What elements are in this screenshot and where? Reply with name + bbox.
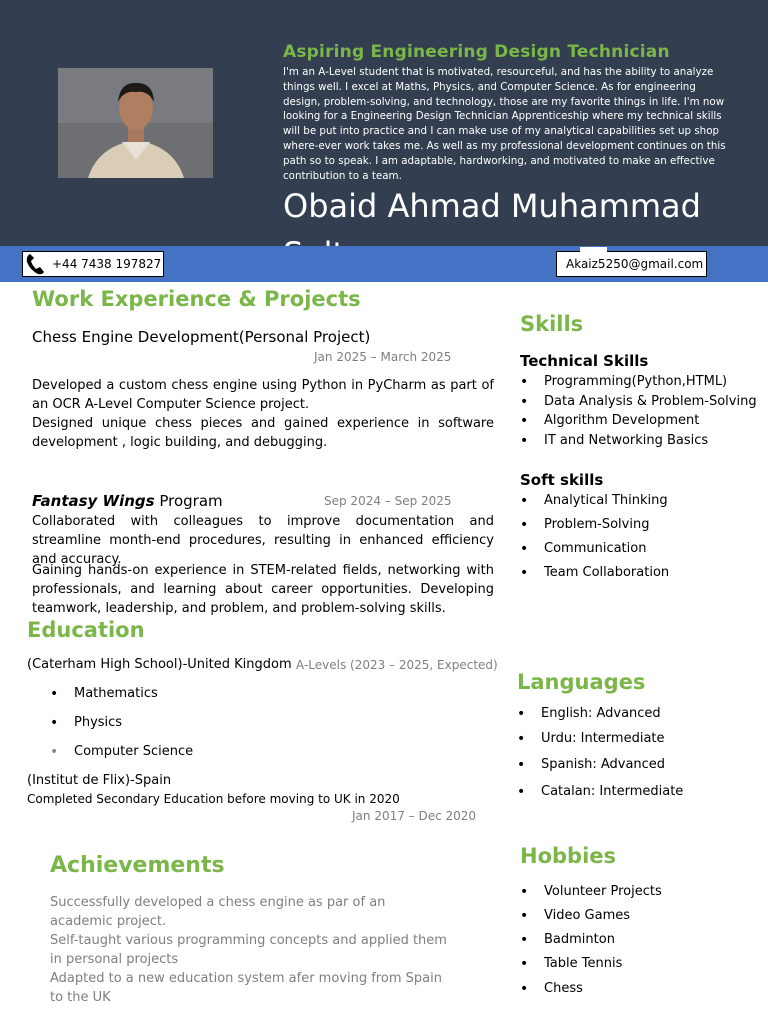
- phone-icon: [24, 252, 46, 276]
- hobby-item: • Video Games: [520, 908, 765, 932]
- subject-item: • Mathematics: [50, 686, 350, 715]
- hobby-item: • Chess: [520, 981, 765, 1005]
- languages-list: [517, 706, 762, 808]
- school-2-dates: Jan 2017 – Dec 2020: [352, 809, 477, 823]
- school-2-name: (Institut de Flix)-Spain: [27, 773, 172, 788]
- school-1-dates: A-Levels (2023 – 2025, Expected): [296, 658, 498, 672]
- subject-item: • Computer Science: [50, 744, 350, 773]
- soft-skill-item: • Problem-Solving: [520, 517, 765, 541]
- skills-section-title: Skills: [520, 312, 584, 336]
- fantasy-wings-title-rest: Program: [154, 492, 223, 510]
- technical-skills-list: [520, 374, 765, 452]
- education-section-title: Education: [27, 618, 145, 642]
- language-item: • Urdu: Intermediate: [517, 731, 762, 758]
- resume-header: [0, 0, 768, 246]
- role-title: Aspiring Engineering Design Technician: [283, 42, 670, 62]
- hobbies-section-title: Hobbies: [520, 844, 617, 868]
- fantasy-wings-title-italic: Fantasy Wings: [32, 492, 155, 510]
- hobby-item: • Table Tennis: [520, 956, 765, 981]
- work-section-title: Work Experience & Projects: [32, 287, 361, 311]
- profile-photo: [58, 68, 213, 178]
- achievements-section-title: Achievements: [50, 853, 225, 878]
- soft-skill-item: • Team Collaboration: [520, 565, 765, 589]
- phone-number[interactable]: +44 7438 197827: [52, 257, 162, 271]
- hobbies-list: [520, 884, 765, 1005]
- school-2-note: Completed Secondary Education before moving to UK in 2020: [27, 792, 400, 806]
- email-icon: [580, 247, 607, 252]
- hobby-item: • Badminton: [520, 932, 765, 956]
- achievements-list: [50, 893, 450, 1007]
- soft-skills-title: Soft skills: [520, 471, 604, 489]
- soft-skills-list: [520, 493, 765, 589]
- profile-summary: I'm an A-Level student that is motivated, resourceful, and has the ability to analyze things well. I excel at Maths, Physics, and Computer Science. As for engineering design, problem-solving, and technology, those are my favorite things in life. I'm now looking for a Engineering Design Technician Apprenticeship where my technical skills will be put into practice and I can make use of my analytical capabilities set up shop where-ever work takes me. As well as my professional development continues on this path so to speak. I am adaptable, hardworking, and motivated to make an effective contribution to a team.: [283, 66, 726, 182]
- technical-skill-item: • IT and Networking Basics: [520, 433, 765, 453]
- technical-skills-title: Technical Skills: [520, 352, 649, 370]
- languages-section-title: Languages: [517, 670, 646, 694]
- language-item: • English: Advanced: [517, 706, 762, 731]
- language-item: • Spanish: Advanced: [517, 757, 762, 784]
- language-item: • Catalan: Intermediate: [517, 784, 762, 808]
- achievement-item: Self-taught various programming concepts and applied them in personal projects: [50, 933, 447, 967]
- achievement-item: Successfully developed a chess engine as par of an academic project.: [50, 895, 386, 929]
- chess-project-desc-1: Developed a custom chess engine using Python in PyCharm as part of an OCR A-Level Computer Science project.: [32, 378, 494, 412]
- chess-project-dates: Jan 2025 – March 2025: [314, 350, 452, 364]
- technical-skill-item: • Algorithm Development: [520, 413, 765, 433]
- achievement-item: Adapted to a new education system afer moving from Spain to the UK: [50, 971, 442, 1005]
- subject-item: • Physics: [50, 715, 350, 744]
- email-address[interactable]: Akaiz5250@gmail.com: [566, 257, 704, 271]
- fantasy-wings-title: [32, 492, 223, 510]
- chess-project-title: Chess Engine Development(Personal Project): [32, 328, 371, 346]
- fantasy-wings-desc-1: Collaborated with colleagues to improve documentation and streamline month-end procedures, resulting in enhanced efficiency and accuracy.: [32, 514, 494, 567]
- technical-skill-item: • Programming(Python,HTML): [520, 374, 765, 394]
- chess-project-desc-2: Designed unique chess pieces and gained experience in software development , logic building, and debugging.: [32, 416, 494, 450]
- fantasy-wings-desc-2: Gaining hands-on experience in STEM-related fields, networking with professionals, and learning about career opportunities. Developing teamwork, leadership, and problem, and problem-solving skills.: [32, 563, 494, 616]
- hobby-item: • Volunteer Projects: [520, 884, 765, 908]
- fantasy-wings-dates: Sep 2024 – Sep 2025: [324, 494, 452, 508]
- education-subjects-list: [50, 686, 350, 773]
- school-1-name: (Caterham High School)-United Kingdom: [27, 657, 292, 672]
- soft-skill-item: • Communication: [520, 541, 765, 565]
- full-name: Obaid Ahmad Muhammad: [283, 187, 701, 225]
- soft-skill-item: • Analytical Thinking: [520, 493, 765, 517]
- technical-skill-item: • Data Analysis & Problem-Solving: [520, 394, 765, 414]
